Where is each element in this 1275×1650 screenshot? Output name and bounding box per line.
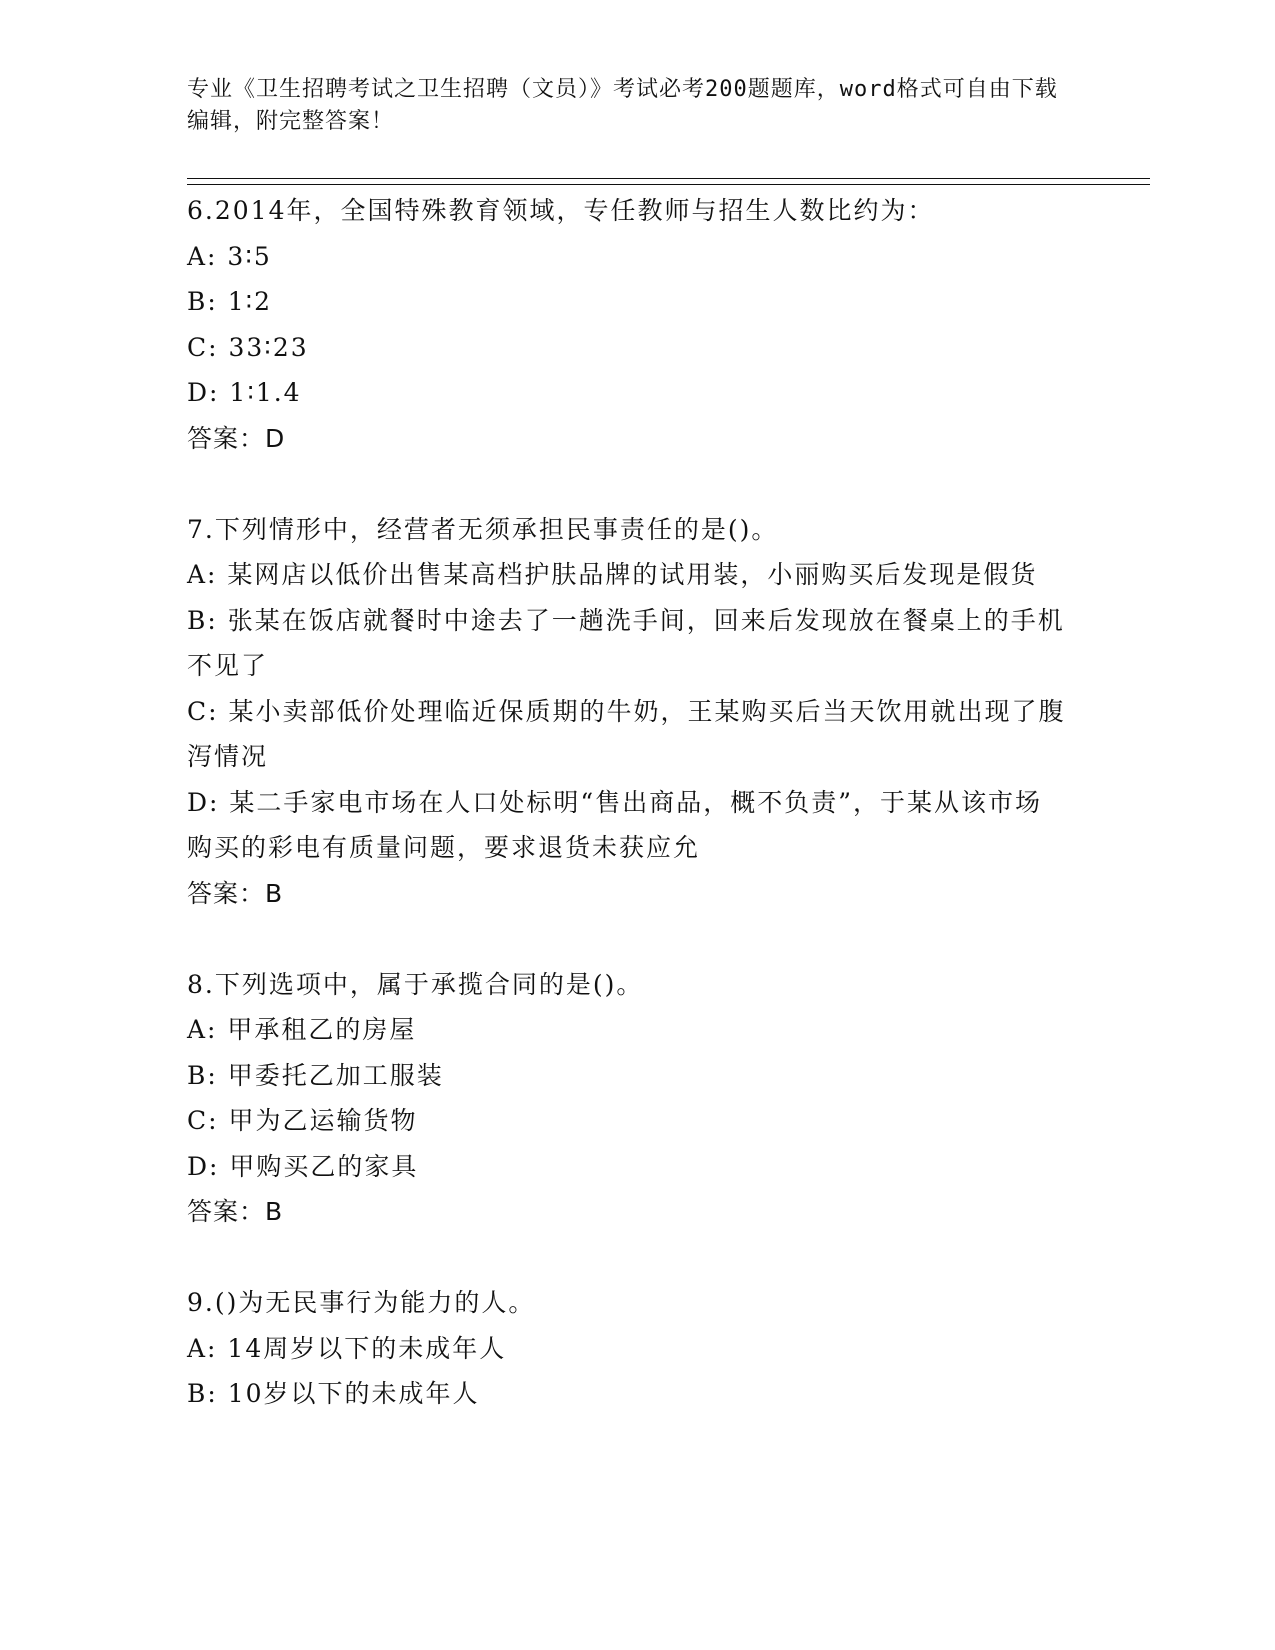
question-stem: 9.()为无民事行为能力的人。: [187, 1288, 536, 1317]
document-header: 专业《卫生招聘考试之卫生招聘（文员）》考试必考200题题库，word格式可自由下载编辑，附完整答案！: [187, 77, 1058, 134]
option-b: B: 张某在饭店就餐时中途去了一趟洗手间，回来后发现放在餐桌上的手机不见了: [187, 605, 1065, 680]
option-a: A: 14周岁以下的未成年人: [187, 1333, 507, 1363]
option-d: D: 1∶1.4: [187, 378, 302, 407]
answer: 答案：D: [187, 423, 286, 453]
option-a: A: 3∶5: [187, 241, 272, 271]
question-9: [187, 1280, 1067, 1417]
answer: 答案：B: [187, 1197, 284, 1226]
header-rule-bottom: [187, 184, 1150, 185]
answer: 答案：B: [187, 878, 284, 908]
option-a: A: 某网店以低价出售某高档护肤品牌的试用装，小丽购买后发现是假货: [187, 560, 1038, 589]
option-c: C: 甲为乙运输货物: [187, 1106, 418, 1135]
option-d: D: 某二手家电市场在人口处标明“售出商品，概不负责”，于某从该市场购买的彩电有质量问题，要求退货未获应允: [187, 787, 1042, 862]
option-b: B: 甲委托乙加工服装: [187, 1060, 444, 1090]
option-b: B: 1∶2: [187, 287, 273, 316]
question-stem: 7.下列情形中，经营者无须承担民事责任的是()。: [187, 514, 779, 544]
question-7: [187, 507, 1067, 917]
question-list: [187, 188, 1067, 1462]
question-stem: 8.下列选项中，属于承揽合同的是()。: [187, 969, 644, 999]
option-d: D: 甲购买乙的家具: [187, 1151, 419, 1181]
question-8: [187, 962, 1067, 1235]
option-b: B: 10岁以下的未成年人: [187, 1379, 480, 1408]
question-stem: 6.2014年，全国特殊教育领域，专任教师与招生人数比约为：: [187, 196, 935, 225]
option-c: C: 某小卖部低价处理临近保质期的牛奶，王某购买后当天饮用就出现了腹泻情况: [187, 696, 1066, 771]
header-rule-top: [187, 178, 1150, 179]
option-c: C: 33∶23: [187, 332, 309, 362]
question-6: [187, 188, 1067, 461]
option-a: A: 甲承租乙的房屋: [187, 1015, 417, 1044]
